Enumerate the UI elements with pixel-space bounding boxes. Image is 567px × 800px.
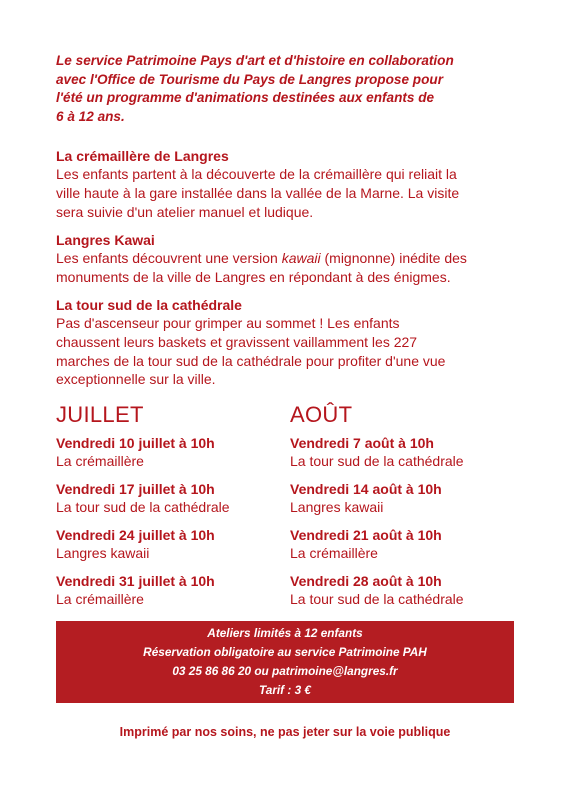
entry-date: Vendredi 10 juillet à 10h bbox=[56, 435, 215, 451]
schedule-entry bbox=[56, 480, 296, 526]
entry-date: Vendredi 14 août à 10h bbox=[290, 481, 442, 497]
price-line: Tarif : 3 € bbox=[258, 683, 311, 697]
schedule-juillet bbox=[56, 434, 296, 618]
schedule-entry bbox=[290, 526, 530, 572]
schedule-entry bbox=[56, 434, 296, 480]
entry-date: Vendredi 28 août à 10h bbox=[290, 573, 442, 589]
month-heading-aout: AOÛT bbox=[290, 402, 353, 427]
intro-paragraph bbox=[56, 52, 526, 126]
section-line: monuments de la ville de Langres en répondant à des énigmes. bbox=[56, 268, 451, 285]
section-title: La tour sud de la cathédrale bbox=[56, 297, 242, 313]
contact-line: 03 25 86 86 20 ou patrimoine@langres.fr bbox=[172, 664, 398, 678]
section-line: ville haute à la gare installée dans la vallée de la Marne. La visite bbox=[56, 184, 460, 201]
intro-line: Le service Patrimoine Pays d'art et d'histoire en collaboration bbox=[56, 53, 454, 68]
entry-title: La crémaillère bbox=[56, 591, 144, 607]
schedule-entry bbox=[290, 434, 530, 480]
schedule-entry bbox=[290, 480, 530, 526]
entry-title: Langres kawaii bbox=[290, 499, 384, 515]
section-kawai bbox=[56, 231, 526, 287]
section-title: Langres Kawai bbox=[56, 232, 155, 248]
info-line: Ateliers limités à 12 enfants bbox=[207, 626, 363, 640]
entry-title: La tour sud de la cathédrale bbox=[290, 591, 464, 607]
entry-date: Vendredi 21 août à 10h bbox=[290, 527, 442, 543]
intro-line: l'été un programme d'animations destinées aux enfants de bbox=[56, 90, 435, 105]
schedule-entry bbox=[56, 526, 296, 572]
info-box bbox=[56, 621, 514, 703]
schedule-aout bbox=[290, 434, 530, 618]
section-line: Les enfants partent à la découverte de la crémaillère qui reliait la bbox=[56, 166, 457, 182]
entry-date: Vendredi 7 août à 10h bbox=[290, 435, 434, 451]
entry-date: Vendredi 17 juillet à 10h bbox=[56, 481, 215, 497]
month-heading-juillet: JUILLET bbox=[56, 402, 144, 427]
entry-date: Vendredi 24 juillet à 10h bbox=[56, 527, 215, 543]
intro-line: avec l'Office de Tourisme du Pays de Langres propose pour bbox=[56, 71, 443, 87]
section-title: La crémaillère de Langres bbox=[56, 148, 229, 164]
section-tour-sud bbox=[56, 296, 526, 389]
entry-title: Langres kawaii bbox=[56, 545, 150, 561]
section-line: marches de la tour sud de la cathédrale pour profiter d'une vue bbox=[56, 352, 446, 369]
text-span: (mignonne) inédite des bbox=[320, 250, 467, 266]
section-cremaillere bbox=[56, 147, 526, 221]
entry-title: La crémaillère bbox=[290, 545, 378, 561]
schedule-entry bbox=[290, 572, 530, 618]
kawaii-word: kawaii bbox=[281, 250, 321, 266]
text-span: Les enfants découvrent une version bbox=[56, 250, 282, 266]
section-line: sera suivie d'un atelier manuel et ludique. bbox=[56, 203, 314, 220]
section-line: Pas d'ascenseur pour grimper au sommet ! Les enfants bbox=[56, 315, 400, 331]
info-line: Réservation obligatoire au service Patrimoine PAH bbox=[143, 645, 427, 659]
entry-title: La crémaillère bbox=[56, 453, 144, 469]
entry-date: Vendredi 31 juillet à 10h bbox=[56, 573, 215, 589]
section-line bbox=[56, 249, 526, 268]
footer-note: Imprimé par nos soins, ne pas jeter sur la voie publique bbox=[119, 725, 451, 739]
section-line: exceptionnelle sur la ville. bbox=[56, 371, 216, 388]
entry-title: La tour sud de la cathédrale bbox=[290, 453, 464, 469]
schedule-entry bbox=[56, 572, 296, 618]
intro-line: 6 à 12 ans. bbox=[56, 108, 125, 124]
section-line: chaussent leurs baskets et gravissent vaillamment les 227 bbox=[56, 333, 418, 350]
entry-title: La tour sud de la cathédrale bbox=[56, 499, 230, 515]
